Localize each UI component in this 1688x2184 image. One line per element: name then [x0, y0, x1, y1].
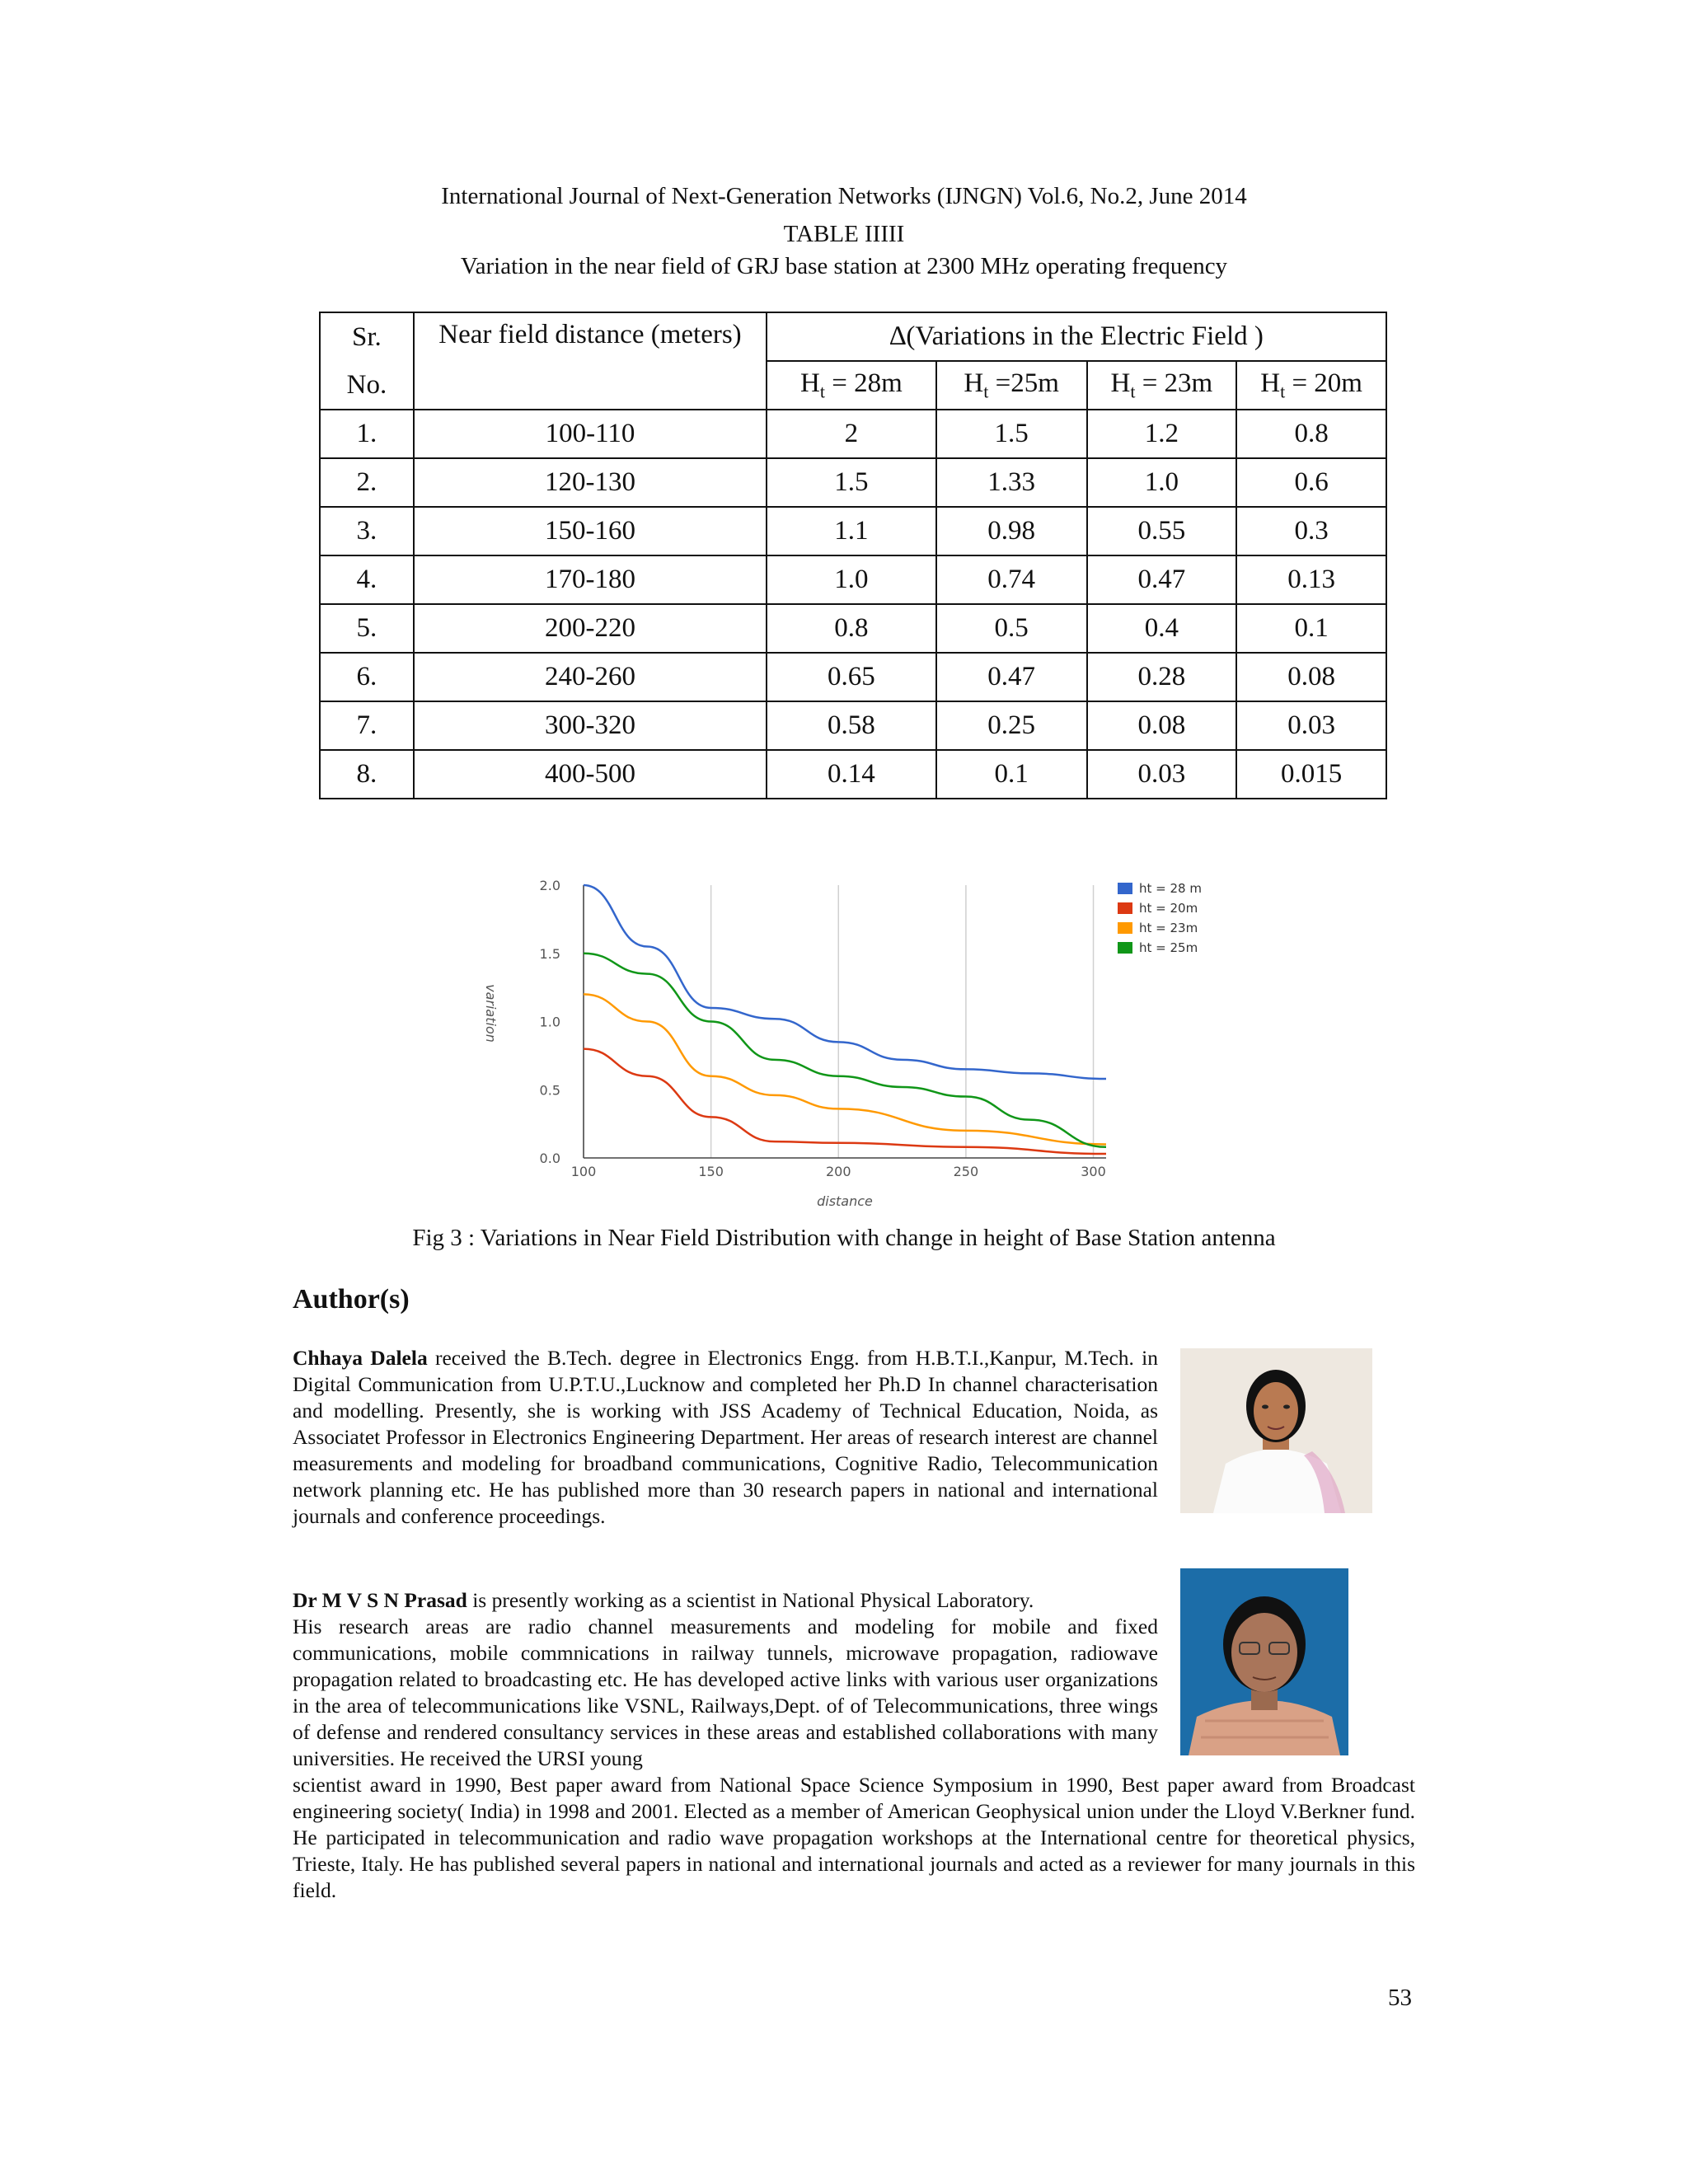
header-ht-20: $H_t = 20m$: [1236, 361, 1386, 410]
value-cell-ht-20: 0.015: [1236, 750, 1386, 799]
page-number: 53: [1388, 1985, 1412, 2011]
value-cell-ht-25: 0.47: [936, 653, 1087, 701]
value-cell-ht-25: 0.1: [936, 750, 1087, 799]
figure-3-chart: [462, 874, 1236, 1220]
sr-cell: 8.: [320, 750, 414, 799]
journal-header: International Journal of Next-Generation Networks (IJNGN) Vol.6, No.2, June 2014: [441, 183, 1247, 209]
table-row: [320, 750, 1386, 799]
distance-cell: 300-320: [414, 701, 767, 750]
sr-cell: 4.: [320, 555, 414, 604]
author-1-photo: [1180, 1348, 1372, 1513]
table-row: [320, 555, 1386, 604]
header-variation-group: ∆(Variations in the Electric Field ): [767, 312, 1386, 361]
table-row: [320, 653, 1386, 701]
x-axis-title: distance: [817, 1193, 873, 1209]
sr-cell: 6.: [320, 653, 414, 701]
author-2-bio-top: [293, 1587, 1158, 1772]
value-cell-ht-20: 0.03: [1236, 701, 1386, 750]
distance-cell: 120-130: [414, 458, 767, 507]
value-cell-ht-28: 2: [767, 410, 936, 458]
y-tick-label: 0.0: [539, 1151, 560, 1166]
value-cell-ht-20: 0.1: [1236, 604, 1386, 653]
value-cell-ht-28: 1.0: [767, 555, 936, 604]
sr-cell: 3.: [320, 507, 414, 555]
legend-swatch: [1118, 902, 1132, 914]
author-2-bio-bottom: scientist award in 1990, Best paper award from National Space Science Symposium in 1990, Best paper award from Broadcast engineering society( India) in 1998 and 2001. Elected as a member of American Geophysical union under the Lloyd V.Berkner fund. He participated in telecommunication and radio wave propagation workshops at the International centre for theoretical physics, Trieste, Italy. He has published several papers in national and international journals and acted as a reviewer for many journals in this field.: [293, 1773, 1415, 1902]
value-cell-ht-23: 0.47: [1087, 555, 1237, 604]
header-ht-28: $H_t = 28m$: [767, 361, 936, 410]
header-ht-25: $H_t =25m$: [936, 361, 1087, 410]
distance-cell: 170-180: [414, 555, 767, 604]
value-cell-ht-25: 0.74: [936, 555, 1087, 604]
value-cell-ht-28: 0.8: [767, 604, 936, 653]
author-2-name: Dr M V S N Prasad: [293, 1588, 467, 1612]
x-tick-label: 250: [953, 1164, 979, 1179]
distance-cell: 150-160: [414, 507, 767, 555]
value-cell-ht-23: 0.08: [1087, 701, 1237, 750]
sr-cell: 7.: [320, 701, 414, 750]
legend-swatch: [1118, 922, 1132, 934]
sr-cell: 5.: [320, 604, 414, 653]
value-cell-ht-23: 0.55: [1087, 507, 1237, 555]
table-title: TABLE IIIII: [783, 221, 905, 247]
distance-cell: 400-500: [414, 750, 767, 799]
legend-label: ht = 20m: [1139, 901, 1198, 916]
table-row: [320, 701, 1386, 750]
x-tick-label: 200: [825, 1164, 851, 1179]
distance-cell: 240-260: [414, 653, 767, 701]
table-row: [320, 604, 1386, 653]
value-cell-ht-23: 0.4: [1087, 604, 1237, 653]
value-cell-ht-23: 1.0: [1087, 458, 1237, 507]
y-tick-label: 2.0: [539, 878, 560, 893]
value-cell-ht-28: 1.1: [767, 507, 936, 555]
x-tick-label: 150: [698, 1164, 724, 1179]
series-line-1: [584, 1049, 1106, 1154]
value-cell-ht-25: 1.33: [936, 458, 1087, 507]
legend-label: ht = 23m: [1139, 921, 1198, 935]
value-cell-ht-25: 0.5: [936, 604, 1087, 653]
value-cell-ht-25: 1.5: [936, 410, 1087, 458]
distance-cell: 100-110: [414, 410, 767, 458]
value-cell-ht-23: 1.2: [1087, 410, 1237, 458]
legend-swatch: [1118, 883, 1132, 894]
author-2-text-body: His research areas are radio channel measurements and modeling for mobile and fixed communications, mobile commnications in railway tunnels, microwave propagation, radiowave propagation related to broadcasting etc. He has developed active links with various user organizations in the area of telecommunications like VSNL, Railways,Dept. of of Telecommunications, three wings of defense and rendered consultancy services in these areas and established collaborations with many universities. He received the URSI young: [293, 1615, 1158, 1770]
y-axis-title: variation: [483, 984, 499, 1043]
legend-label: ht = 28 m: [1139, 881, 1202, 896]
y-tick-label: 0.5: [539, 1082, 560, 1099]
header-distance: Near field distance (meters): [414, 312, 767, 410]
value-cell-ht-28: 0.65: [767, 653, 936, 701]
value-cell-ht-23: 0.28: [1087, 653, 1237, 701]
author-2-photo: [1180, 1568, 1348, 1755]
author-1-name: Chhaya Dalela: [293, 1346, 428, 1370]
table-row: [320, 507, 1386, 555]
value-cell-ht-28: 0.58: [767, 701, 936, 750]
series-line-2: [584, 994, 1106, 1144]
authors-heading: Author(s): [293, 1284, 410, 1315]
header-no: No.: [320, 361, 414, 410]
distance-cell: 200-220: [414, 604, 767, 653]
value-cell-ht-20: 0.13: [1236, 555, 1386, 604]
table-caption: Variation in the near field of GRJ base station at 2300 MHz operating frequency: [460, 253, 1228, 279]
value-cell-ht-20: 0.8: [1236, 410, 1386, 458]
data-table: [319, 312, 1387, 799]
sr-cell: 2.: [320, 458, 414, 507]
table-row: [320, 410, 1386, 458]
legend-swatch: [1118, 942, 1132, 954]
value-cell-ht-23: 0.03: [1087, 750, 1237, 799]
value-cell-ht-25: 0.25: [936, 701, 1087, 750]
author-2-text-intro: is presently working as a scientist in National Physical Laboratory.: [467, 1588, 1034, 1612]
line-chart-svg: [462, 874, 1236, 1220]
series-line-0: [584, 885, 1106, 1079]
x-tick-label: 300: [1081, 1164, 1106, 1179]
value-cell-ht-28: 1.5: [767, 458, 936, 507]
author-1-bio: [293, 1345, 1158, 1530]
value-cell-ht-20: 0.3: [1236, 507, 1386, 555]
header-sr: Sr.: [320, 312, 414, 361]
value-cell-ht-25: 0.98: [936, 507, 1087, 555]
table-row: [320, 458, 1386, 507]
sr-cell: 1.: [320, 410, 414, 458]
series-line-3: [584, 954, 1106, 1147]
author-1-text: received the B.Tech. degree in Electronics Engg. from H.B.T.I.,Kanpur, M.Tech. in Digital Communication from U.P.T.U.,Lucknow and completed her Ph.D In channel characterisation and modelling. Presently, she is working with JSS Academy of Technical Education, Noida, as Associatet Professor in Electronics Engineering Department. Her areas of research interest are channel measurements and modeling for broadband communications, Cognitive Radio, Telecommunication network planning etc. He has published more than 30 research papers in national and international journals and conference proceedings.: [293, 1346, 1159, 1528]
value-cell-ht-20: 0.6: [1236, 458, 1386, 507]
y-tick-label: 1.0: [539, 1014, 560, 1030]
figure-caption: Fig 3 : Variations in Near Field Distribution with change in height of Base Station antenna: [412, 1225, 1276, 1251]
y-tick-label: 1.5: [539, 945, 560, 962]
value-cell-ht-28: 0.14: [767, 750, 936, 799]
header-ht-23: $H_t = 23m$: [1087, 361, 1237, 410]
legend-label: ht = 25m: [1139, 940, 1198, 955]
x-tick-label: 100: [570, 1164, 597, 1179]
value-cell-ht-20: 0.08: [1236, 653, 1386, 701]
